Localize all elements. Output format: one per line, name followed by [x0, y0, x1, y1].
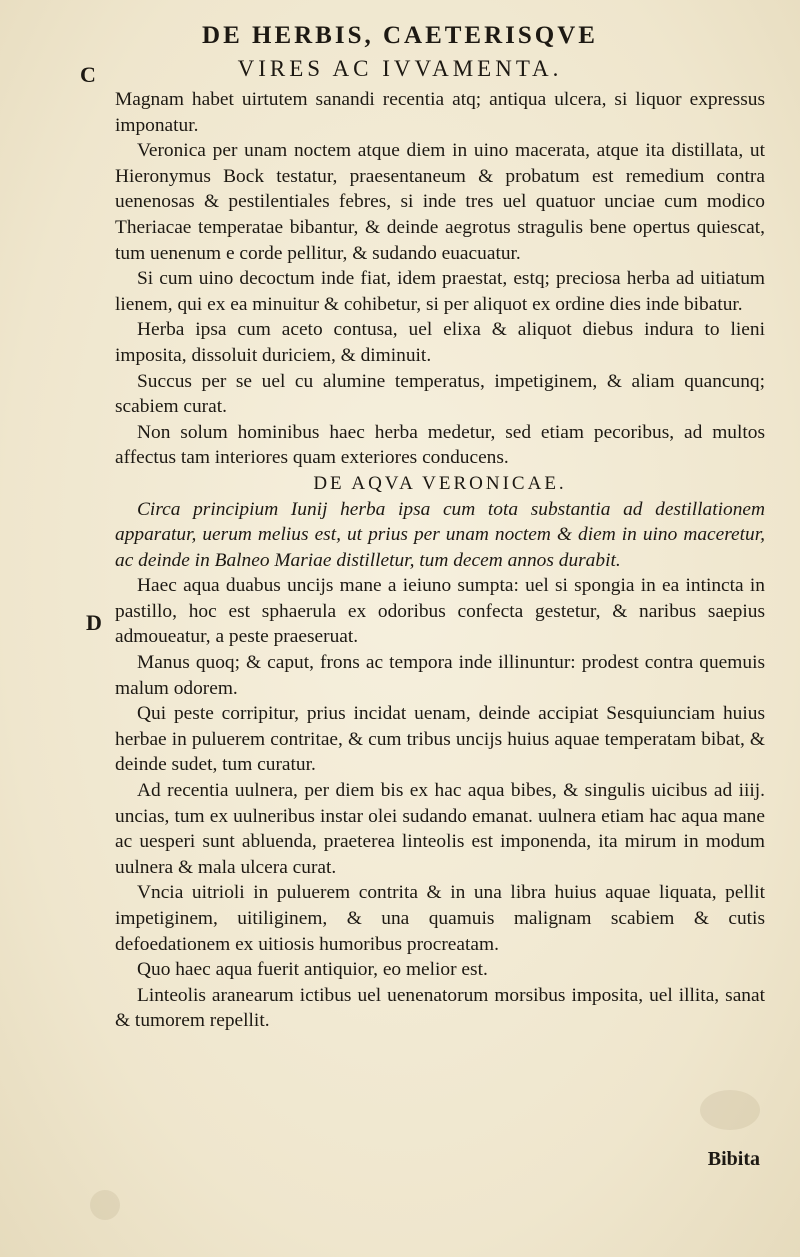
- chapter-subhead: VIRES AC IVVAMENTA.: [237, 56, 563, 81]
- paragraph: Circa principium Iunij herba ipsa cum tota substantia ad destillationem apparatur, uerum melius est, ut prius per unam noctem & diem in uino maceretur, ac deinde in Balneo Mariae distilletur, tum decem annos durabit.: [115, 498, 765, 571]
- margin-letter-c: C: [80, 62, 96, 87]
- paragraph: Haec aqua duabus uncijs mane a ieiuno sumpta: uel si spongia in ea intincta in pastillo, hoc est sphaerula ex odoribus confecta gestetur, & naribus saepius admoueatur, a peste praeseruat.: [115, 575, 765, 648]
- paragraph: Ad recentia uulnera, per diem bis ex hac aqua bibes, & singulis uicibus ad iiij. uncias, tum ex uulneribus instar olei sudando emanat. uulnera etiam hac aqua mane ac uesperi sunt abluenda, praeterea linteolis est imponenda, ita mirum in modum uulnera & mala ulcera curat.: [115, 780, 765, 878]
- margin-letter-d: D: [86, 610, 102, 635]
- paragraph: Linteolis aranearum ictibus uel uenenatorum morsibus imposita, uel illita, sanat & tumorem repellit.: [115, 984, 765, 1032]
- paragraph: Manus quoq; & caput, frons ac tempora inde illinuntur: prodest contra quemuis malum odorem.: [115, 652, 765, 699]
- section-title: DE AQVA VERONICAE.: [313, 472, 567, 494]
- paragraph: Succus per se uel cu alumine temperatus, impetiginem, & aliam quancunq; scabiem curat.: [115, 370, 765, 418]
- paragraph: Quo haec aqua fuerit antiquior, eo melior est.: [137, 959, 488, 981]
- paragraph: Si cum uino decoctum inde fiat, idem praestat, estq; preciosa herba ad uitiatum lienem, qui ex ea minuitur & cohibetur, si per aliquot ex ordine dies inde bibatur.: [115, 268, 765, 315]
- running-head: DE HERBIS, CAETERISQVE: [202, 22, 598, 49]
- main-text: [115, 87, 765, 1034]
- catchword: Bibita: [707, 1148, 760, 1170]
- paragraph: Magnam habet uirtutem sanandi recentia atq; antiqua ulcera, si liquor expressus imponatur.: [115, 89, 765, 136]
- paragraph: Vncia uitrioli in puluerem contrita & in una libra huius aquae liquata, pellit impetiginem, uitiliginem, & una quamuis malignam scabiem & cutis defoedationem ex uitiosis humoribus procreatam.: [115, 882, 765, 955]
- paragraph: Non solum hominibus haec herba medetur, sed etiam pecoribus, ad multos affectus tam interiores quam exteriores conducens.: [115, 421, 765, 469]
- paragraph: Herba ipsa cum aceto contusa, uel elixa & aliquot diebus indura to lieni imposita, dissoluit duriciem, & diminuit.: [115, 319, 765, 366]
- paragraph: Qui peste corripitur, prius incidat uenam, deinde accipiat Sesquiunciam huius herbae in puluerem contritae, & cum tribus uncijs huius aquae temperatam bibat, & deinde sudet, tum curatur.: [115, 703, 765, 776]
- paragraph: Veronica per unam noctem atque diem in uino macerata, atque ita distillata, ut Hieronymus Bock testatur, praesentaneum & probatum est remedium contra uenenosas & pestilentiales febres, si inde tres uel quatuor unciae cum modico Theriacae temperatae bibantur, & deinde aegrotus stragulis bene opertus quiescat, tum uenenum e corde pellitur, & sudando euacuatur.: [115, 140, 765, 264]
- paper-stain: [700, 1090, 760, 1130]
- paper-stain: [90, 1190, 120, 1220]
